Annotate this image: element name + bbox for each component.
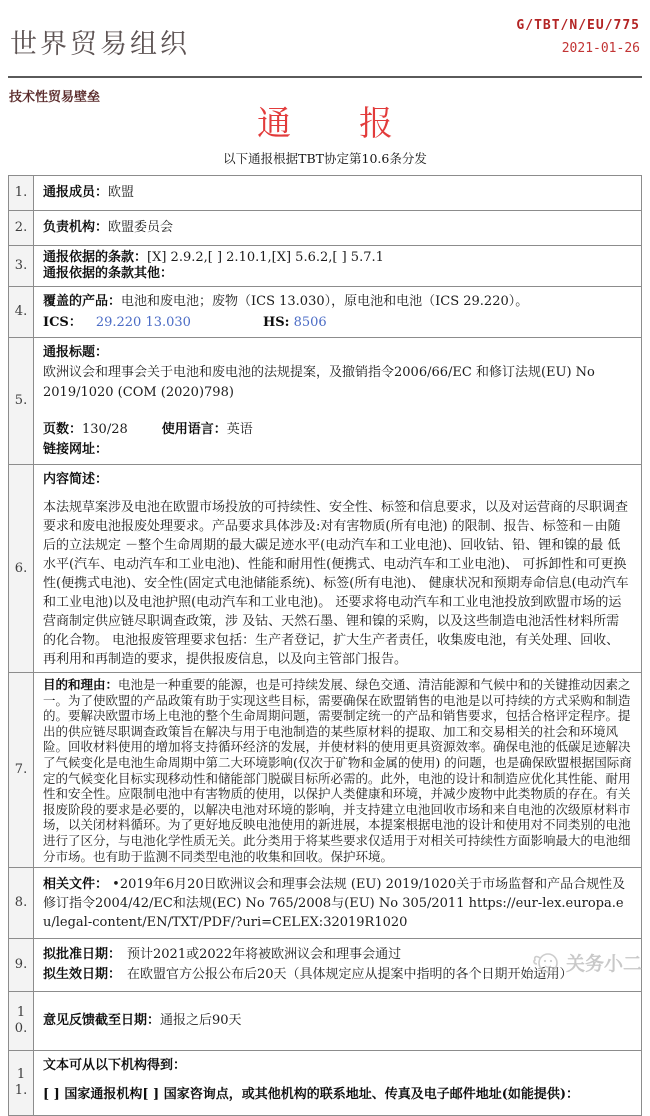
link-label: 链接网址：: [43, 442, 109, 457]
table-row-comment-deadline: [9, 992, 642, 1051]
adoption-date-value: 预计2021或2022年将被欧洲议会和理事会通过: [127, 947, 402, 963]
table-row-agency: [9, 211, 642, 246]
ics-codes: 29.220 13.030: [95, 315, 191, 330]
language-label: 使用语言：: [161, 422, 227, 437]
doc-number: G/TBT/N/EU/775: [516, 18, 640, 33]
row-number: 11.: [9, 1051, 34, 1116]
row-content: [34, 868, 642, 939]
table-row-description: [9, 465, 642, 673]
field-label: 通报依据的条款：: [43, 250, 148, 265]
description-body: 本法规草案涉及电池在欧盟市场投放的可持续性、安全性、标签和信息要求，以及对运营商的尽职调查要求和废电池报废处理要求。产品要求具体涉及:对有害物质(所有电池) 的限制、报告、标签和－由随后的立法规定 －整个生命周期的最大碳足迹水平(电动汽车和工业电池)、回收钴、铅、锂和镍的最 低水平(汽车、电动汽车和工业电池)、性能和耐用性(便携式、电动汽车和工业电池)、 可拆卸性和可更换性(便携式电池)、安全性(固定式电池储能系统)、标签(所有电池)、 健康状况和预期寿命信息(电动汽车和工业电池)以及电池护照(电动汽车和工业电池)。 还要求将电动汽车和工业电池投放到欧盟市场的运营商制定供应链尽职调查政策，涉 及钴、天然石墨、锂和镍的采购，以及这些制造电池活性材料所需的化合物。 电池报废管理要求包括：生产者登记，扩大生产者责任，收集废电池，有关处理、回收、 再利用和再制造的要求，提供报废信息，以及向主管部门报告。: [43, 500, 629, 667]
notification-title-text: 欧洲议会和理事会关于电池和废电池的法规提案，及撤销指令2006/66/EC 和修订法规(EU) No 2019/1020 (COM (2020)798): [43, 365, 595, 400]
row-content: [34, 1051, 642, 1116]
row-number: 1.: [9, 176, 34, 211]
section-label: 技术性贸易壁垒: [9, 90, 101, 105]
field-label: 负责机构：: [43, 220, 109, 235]
field-value: 电池和废电池；废物（ICS 13.030），原电池和电池（ICS 29.220）。: [121, 294, 529, 309]
table-row-articles: [9, 246, 642, 287]
row-number: 3.: [9, 246, 34, 287]
watermark-logo-icon: [531, 951, 561, 975]
table-row-products: [9, 287, 642, 338]
row-content: [34, 338, 642, 465]
watermark: [531, 949, 642, 976]
field-label: 通报依据的条款其他：: [43, 266, 174, 281]
spacer: [43, 403, 632, 420]
field-label: 目的和理由：: [43, 677, 119, 692]
field-label: 相关文件：: [43, 876, 109, 892]
entry-into-force-value: 在欧盟官方公报公布后20天（具体规定应从提案中指明的各个日期开始适用）: [127, 967, 573, 983]
page-title: 通 报: [257, 104, 393, 144]
entry-into-force-label: 拟生效日期：: [43, 967, 122, 983]
field-value: 欧盟: [108, 185, 135, 200]
field-value: [ ] 国家通报机构[ ] 国家咨询点，或其他机构的联系地址、传真及电子邮件地址(如能提供)：: [43, 1087, 580, 1103]
field-label: 通报成员：: [43, 185, 109, 200]
field-label: 内容简述：: [43, 472, 109, 487]
field-label: 覆盖的产品：: [43, 294, 122, 309]
ics-label: ICS：: [43, 315, 82, 330]
watermark-text: 关务小二: [565, 953, 642, 975]
row-content: [34, 287, 642, 338]
row-content: [34, 465, 642, 673]
row-number: 10.: [9, 992, 34, 1051]
row-number: 7.: [9, 673, 34, 868]
table-row-text-available-from: [9, 1051, 642, 1116]
row-number: 9.: [9, 939, 34, 992]
row-number: 4.: [9, 287, 34, 338]
field-label: 通报标题：: [43, 345, 109, 360]
hs-label: HS:: [262, 315, 290, 330]
org-name: 世界贸易组织: [10, 29, 190, 60]
spacer: [43, 1076, 632, 1085]
row-content: [34, 176, 642, 211]
pages-value: 130/28: [82, 422, 128, 437]
adoption-date-label: 拟批准日期：: [43, 947, 122, 963]
doc-date: 2021-01-26: [561, 41, 640, 56]
field-label: 意见反馈截至日期：: [43, 1013, 161, 1029]
row-content: [34, 992, 642, 1051]
field-value: 欧盟委员会: [108, 220, 174, 235]
spacer: [43, 489, 632, 498]
header-divider: [8, 76, 642, 78]
row-number: 5.: [9, 338, 34, 465]
table-row-title: [9, 338, 642, 465]
hs-code: 8506: [293, 315, 327, 330]
row-number: 2.: [9, 211, 34, 246]
field-value: 通报之后90天: [160, 1013, 242, 1029]
language-value: 英语: [226, 422, 253, 437]
objective-body: 电池是一种重要的能源，也是可持续发展、绿色交通、清洁能源和气候中和的关键推动因素之一。为了使欧盟的产品政策有助于实现这些目标，需要确保在欧盟销售的电池是以可持续的方式采购和制造的。要解决欧盟市场上电池的整个生命周期问题，需要制定统一的产品和销售要求，包括合格评定程序。提出的供应链尽职调查政策旨在解决与用于电池制造的某些原材料的提取、加工和交易相关的社会和环境风险。回收材料使用的增加将支持循环经济的发展，并使材料的使用更具资源效率。确保电池的低碳足迹解决了气候变化是电池生命周期中第二大环境影响(仅次于矿物和金属的使用) 的问题，也是确保欧盟根据国际商定的气候变化目标实现移动性和储能部门脱碳目标所必需的。此外，电池的设计和制造应优化其性能、耐用性和安全性。应限制电池中有害物质的使用，以保护人类健康和环境，并减少废物中此类物质的存在。有关报废阶段的要求是必要的，以解决电池对环境的影响，并支持建立电池回收市场和来自电池的次级原材料市场，以关闭材料循环。为了更好地反映电池使用的新进展，本提案根据电池的设计和使用对不同类别的电池进行了区分，与电池化学性质无关。此分类用于将某些要求仅适用于对相关可持续性方面影响最大的电池细分市场。也有助于监测不同类型电池的收集和回收。保护环境。: [43, 677, 632, 864]
relevant-documents-body: •2019年6月20日欧洲议会和理事会法规 (EU) 2019/1020关于市场监督和产品合规性及修订指令2004/42/EC和法规(EC) No 765/2008与(EU) No 305/2011 https://eur-lex.europa.eu/legal-content/EN/TXT/PDF/?uri=CELEX:32019R1020: [43, 876, 626, 930]
row-number: 6.: [9, 465, 34, 673]
table-row-relevant-documents: [9, 868, 642, 939]
row-content: [34, 246, 642, 287]
field-value: [X] 2.9.2,[ ] 2.10.1,[X] 5.6.2,[ ] 5.7.1: [147, 250, 384, 265]
table-row-member: [9, 176, 642, 211]
distribution-note: 以下通报根据TBT协定第10.6条分发: [223, 151, 427, 166]
pages-label: 页数：: [43, 422, 83, 437]
row-content: [34, 673, 642, 868]
field-label: 文本可从以下机构得到：: [43, 1058, 187, 1074]
table-row-objective: [9, 673, 642, 868]
row-content: [34, 211, 642, 246]
row-number: 8.: [9, 868, 34, 939]
